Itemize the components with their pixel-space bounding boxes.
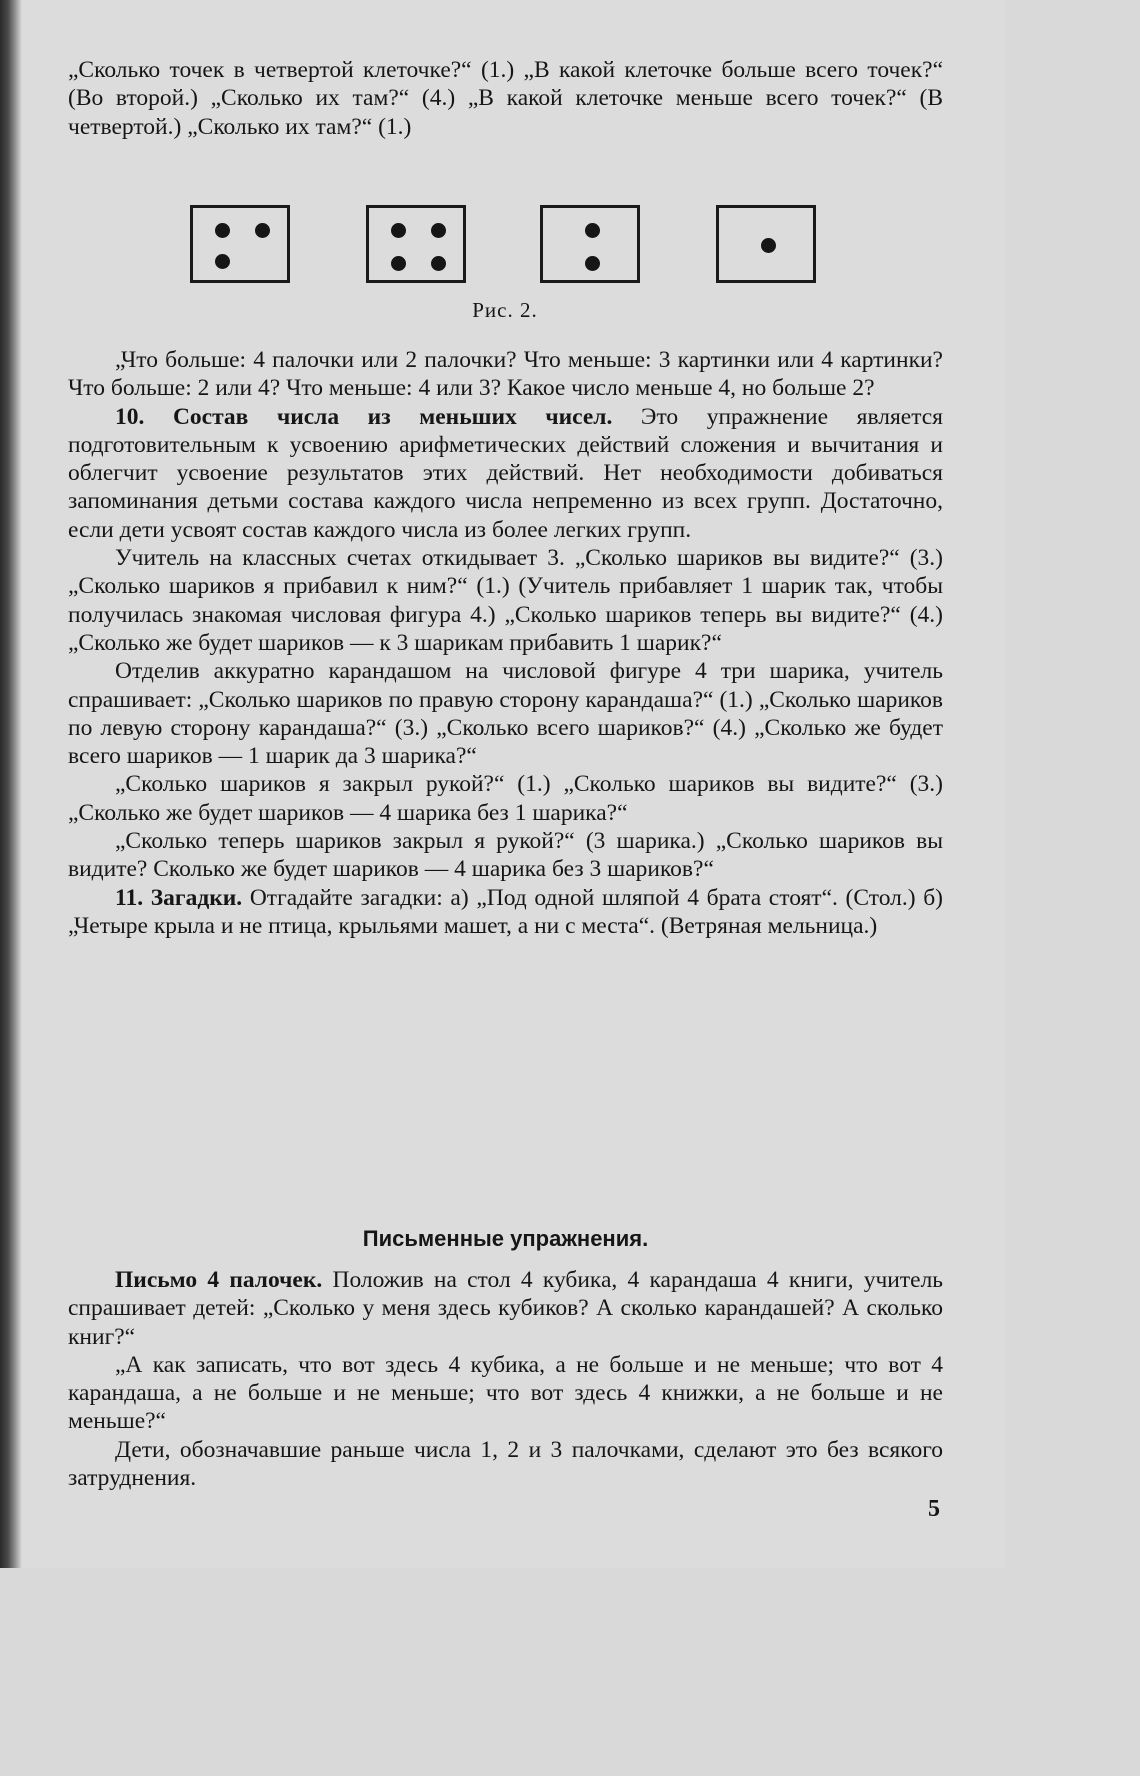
- paragraph: [68, 657, 943, 770]
- paragraph: [68, 1351, 943, 1436]
- dot: [215, 223, 230, 238]
- dot: [431, 223, 446, 238]
- paragraph-text: „Сколько шариков я закрыл рукой?“ (1.) „Сколько шариков вы видите?“ (3.) „Сколько же будет шариков — 4 шарика без 1 шарика?“: [68, 771, 943, 826]
- paragraph-text: Учитель на классных счетах откидывает 3. „Сколько шариков вы видите?“ (3.) „Сколько шариков я прибавил к ним?“ (1.) (Учитель прибавляет 1 шарик так, чтобы получилась знакомая числовая фигура 4.) „Сколько шариков теперь вы видите?“ (4.) „Сколько же будет шариков — к 3 шарикам прибавить 1 шарик?“: [68, 545, 943, 656]
- figure-caption: Рис. 2.: [472, 298, 538, 322]
- writing-heading: Письмо 4 палочек.: [115, 1267, 323, 1293]
- paragraph-text: Отгадайте загадки: а) „Под одной шляпой 4 брата стоят“. (Стол.) б) „Четыре крыла и не птица, крыльями машет, а ни с места“. (Ветряная мельница.): [68, 884, 944, 939]
- paragraph: [68, 827, 943, 884]
- paragraph: [68, 770, 943, 827]
- dice-figure: [190, 205, 820, 287]
- paragraph-text: Дети, обозначавшие раньше числа 1, 2 и 3 палочками, сделают это без всякого затруднения.: [68, 1436, 943, 1492]
- paragraph-text: Отделив аккуратно карандашом на числовой фигуре 4 три шарика, учитель спрашивает: „Сколько шариков по правую сторону карандаша?“ (1.) „Сколько шариков по левую сторону карандаша?“ (3.) „Сколько всего шариков?“ (4.) „Сколько же будет всего шариков — 1 шарик да 3 шарика?“: [68, 658, 943, 770]
- body-block-b: [68, 1266, 943, 1492]
- paragraph-text: Это упражнение является подготовительным к усвоению арифметических действий сложения и вычитания и облегчит усвоение результатов этих действий. Нет необходимости добиваться запоминания детьми состава каждого числа непременно из всех групп. Достаточно, если дети усвоят состав каждого числа из более легких групп.: [68, 403, 943, 543]
- die-four-dots: [366, 205, 466, 283]
- paragraph-text: „Что больше: 4 палочки или 2 палочки? Что меньше: 3 картинки или 4 картинки? Что больше: 2 или 4? Что меньше: 4 или 3? Какое число меньше 4, но больше 2?: [68, 347, 943, 402]
- paragraph-section-10: [68, 403, 943, 544]
- dot: [391, 223, 406, 238]
- paragraph: [68, 544, 943, 657]
- section-title: Письменные упражнения.: [362, 1226, 649, 1251]
- dot: [761, 238, 776, 253]
- die-three-dots: [190, 205, 290, 283]
- section-10-heading: 10. Состав числа из меньших чисел.: [115, 403, 613, 430]
- dot: [255, 223, 270, 238]
- paragraph-section-11: [68, 884, 943, 941]
- paragraph-text: „А как записать, что вот здесь 4 кубика, а не больше и не меньше; что вот 4 карандаша, а не больше и не меньше; что вот здесь 4 книжки, а не больше и не меньше?“: [68, 1351, 943, 1435]
- paragraph-writing: [68, 1266, 943, 1351]
- paragraph-text: „Сколько теперь шариков закрыл я рукой?“ (3 шарика.) „Сколько шариков вы видите? Сколько же будет шариков — 4 шарика без 3 шариков?“: [68, 828, 943, 883]
- dot: [585, 256, 600, 271]
- paragraph-text: Положив на стол 4 кубика, 4 карандаша 4 книги, учитель спрашивает детей: „Сколько у меня здесь кубиков? А сколько карандашей? А сколько книг?“: [68, 1267, 944, 1350]
- body-block-a: [68, 346, 943, 940]
- top-paragraph: „Сколько точек в четвертой клеточке?“ (1.) „В какой клеточке больше всего точек?“ (Во второй.) „Сколько их там?“ (4.) „В какой клеточке меньше всего точек?“ (В четвертой.) „Сколько их там?“ (1.): [68, 57, 943, 140]
- top-paragraph-block: [68, 56, 943, 141]
- dot: [431, 256, 446, 271]
- page-number: 5: [928, 1496, 940, 1522]
- dot: [391, 256, 406, 271]
- section-11-heading: 11. Загадки.: [115, 884, 243, 911]
- paragraph: [68, 1436, 943, 1493]
- dot: [215, 254, 230, 269]
- binding-shadow: [0, 0, 22, 1568]
- paragraph: [68, 346, 943, 403]
- die-two-dots: [540, 205, 640, 283]
- die-one-dot: [716, 205, 816, 283]
- dot: [585, 223, 600, 238]
